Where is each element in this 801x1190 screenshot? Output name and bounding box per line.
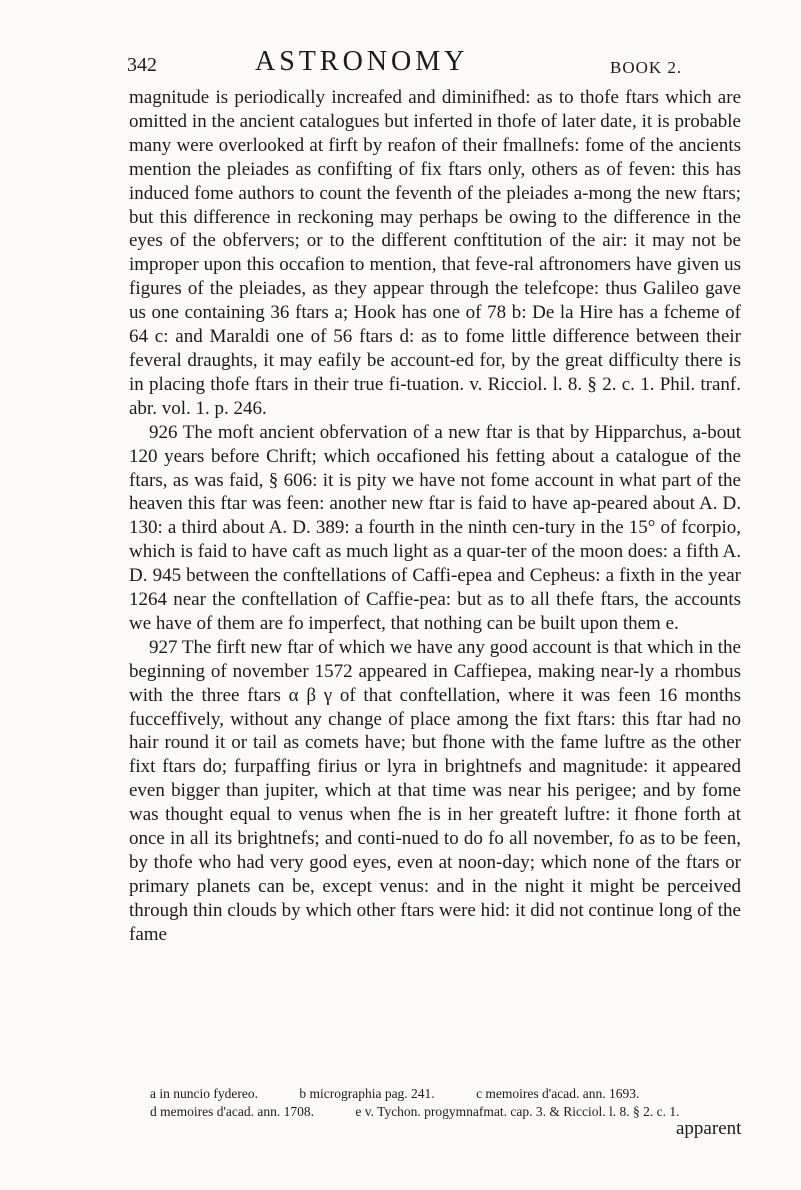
footnote-b: b micrographia pag. 241.: [299, 1086, 435, 1101]
book-label: BOOK 2.: [610, 58, 683, 77]
footnote-e: e v. Tychon. progymnafmat. cap. 3. & Ricciol. l. 8. § 2. c. 1.: [355, 1104, 680, 1119]
page-header: [0, 44, 801, 84]
footnotes: [150, 1085, 750, 1121]
main-text: [129, 86, 741, 947]
footnote-row-1: [150, 1085, 750, 1103]
paragraph-926: 926 The moft ancient obfervation of a new ftar is that by Hipparchus, a-bout 120 years before Chrift; which occafioned his fetting about a catalogue of the ftars, as was faid, § 606: it is pity we have not fome account in what part of the heaven this ftar was feen: another new ftar is faid to have ap-peared about A. D. 130: a third about A. D. 389: a fourth in the ninth cen-tury in the 15° of fcorpio, which is faid to have caft as much light as a quar-ter of the moon does: a fifth A. D. 945 between the conftellations of Caffi-epea and Cepheus: a fixth in the year 1264 near the conftellation of Caffie-pea: but as to all thefe ftars, the accounts we have of them are fo imperfect, that nothing can be built upon them e.: [129, 421, 741, 634]
footnote-row-2: [150, 1103, 750, 1121]
footnote-d: d memoires d'acad. ann. 1708.: [150, 1104, 315, 1119]
running-title: ASTRONOMY: [255, 46, 469, 77]
paragraph-927: 927 The firft new ftar of which we have any good account is that which in the beginning of november 1572 appeared in Caffiepea, making near-ly a rhombus with the three ftars α β γ of that conftellation, where it was feen 16 months fucceffively, without any change of place among the fixt ftars: this ftar had no hair round it or tail as comets have; but fhone with the fame luftre as the other fixt ftars do; furpaffing firius or lyra in brightnefs and magnitude: it appeared even bigger than jupiter, which at that time was near his perigee; and by fome was thought equal to venus when fhe is in her greateft luftre: it fhone forth at once in all its brightnefs; and conti-nued to do fo all november, fo as to be feen, by thofe who had very good eyes, even at noon-day; which none of the ftars or primary planets can be, except venus: and in the night it might be perceived through thin clouds by which other ftars were hid: it did not continue long of the fame: [129, 636, 741, 945]
page-number: 342: [127, 54, 157, 76]
footnote-a: a in nuncio fydereo.: [150, 1086, 258, 1101]
paragraph-1: magnitude is periodically increafed and diminifhed: as to thofe ftars which are omitted in the ancient catalogues but inferted in thofe of later date, it is probable many were overlooked at firft by reafon of their fmallnefs: fome of the ancients mention the pleiades as confifting of fix ftars only, others as of feven: this has induced fome authors to count the feventh of the pleiades a-mong the new ftars; but this difference in reckoning may perhaps be owing to the difference in the eyes of the obfervers; or to the different conftitution of the air: it may not be improper upon this occafion to mention, that feve-ral aftronomers have given us figures of the pleiades, as they appear through the telefcope: thus Galileo gave us one containing 36 ftars a; Hook has one of 78 b: De la Hire has a fcheme of 64 c: and Maraldi one of 56 ftars d: as to fome little difference between their feveral draughts, it may eafily be account-ed for, by the great difficulty there is in placing thofe ftars in their true fi-tuation. v. Ricciol. l. 8. § 2. c. 1. Phil. tranf. abr. vol. 1. p. 246.: [129, 87, 741, 419]
footnote-c: c memoires d'acad. ann. 1693.: [476, 1086, 640, 1101]
catchword: apparent: [676, 1118, 742, 1139]
